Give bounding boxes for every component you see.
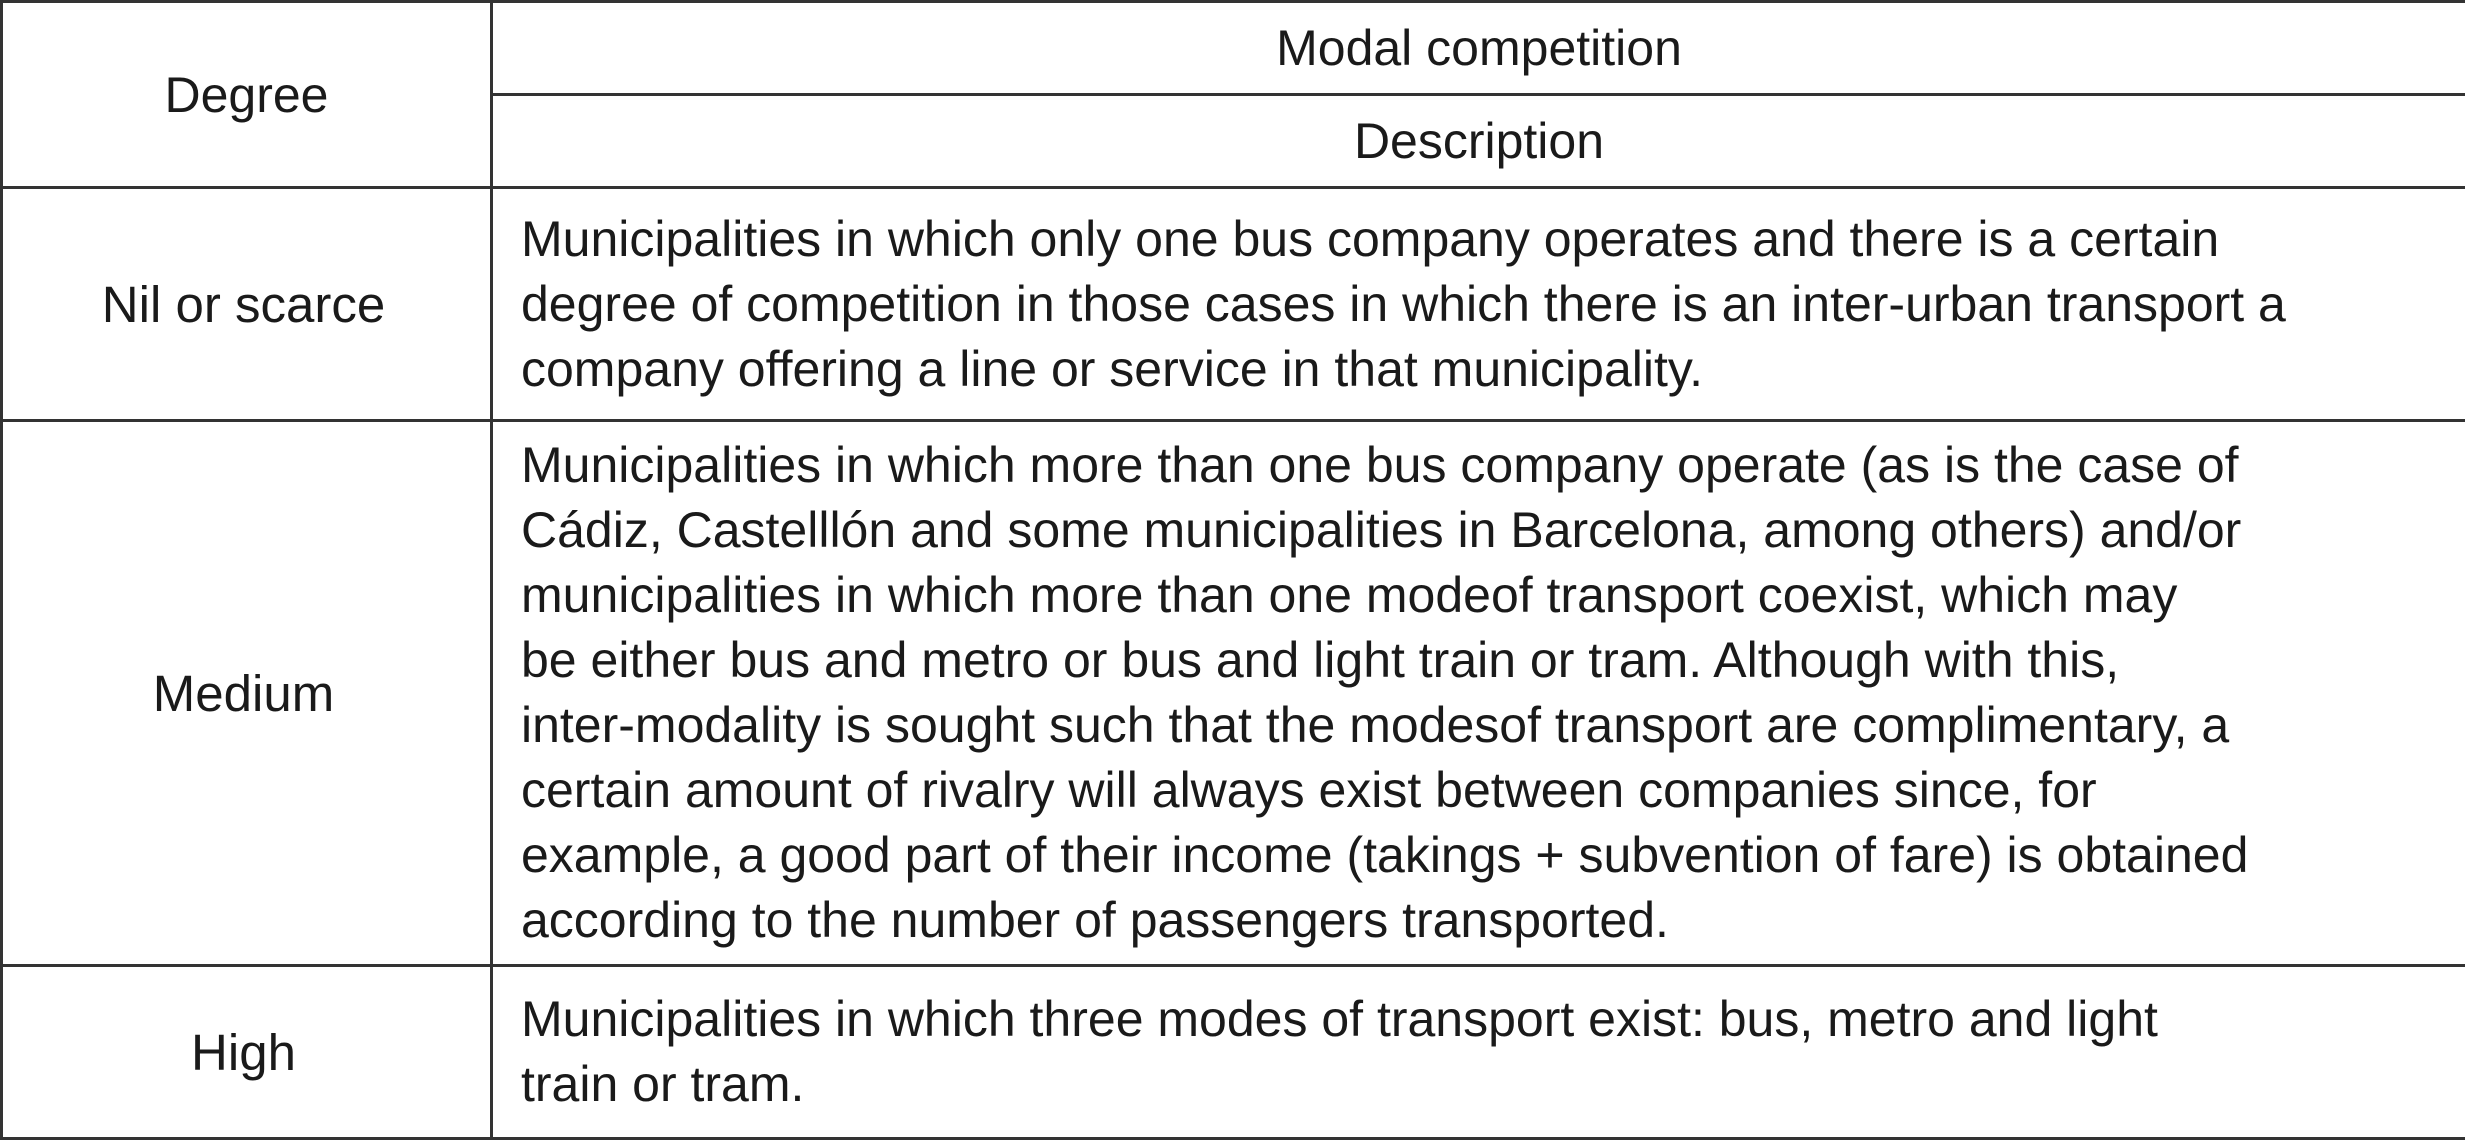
description-line: Cádiz, Castelllón and some municipalities in Barcelona, among others) and/or bbox=[521, 498, 2457, 563]
description-cell bbox=[492, 421, 2465, 966]
description-line: Municipalities in which three modes of transport exist: bus, metro and light bbox=[521, 987, 2457, 1052]
table-row bbox=[2, 421, 2465, 966]
description-line: train or tram. bbox=[521, 1052, 2457, 1117]
table-row bbox=[2, 966, 2465, 1139]
header-row-group bbox=[2, 2, 2465, 95]
degree-cell: Nil or scarce bbox=[2, 188, 492, 421]
description-line: be either bus and metro or bus and light train or tram. Although with this, bbox=[521, 628, 2457, 693]
description-line: example, a good part of their income (takings + subvention of fare) is obtained bbox=[521, 823, 2457, 888]
degree-cell: Medium bbox=[2, 421, 492, 966]
description-line: municipalities in which more than one modeof transport coexist, which may bbox=[521, 563, 2457, 628]
description-line: according to the number of passengers transported. bbox=[521, 888, 2457, 953]
degree-cell: High bbox=[2, 966, 492, 1139]
description-line: certain amount of rivalry will always exist between companies since, for bbox=[521, 758, 2457, 823]
degree-column-header: Degree bbox=[2, 2, 492, 188]
description-cell bbox=[492, 966, 2465, 1139]
description-cell bbox=[492, 188, 2465, 421]
description-line: company offering a line or service in that municipality. bbox=[521, 337, 2457, 402]
description-line: Municipalities in which more than one bus company operate (as is the case of bbox=[521, 433, 2457, 498]
description-line: inter-modality is sought such that the modesof transport are complimentary, a bbox=[521, 693, 2457, 758]
description-column-header: Description bbox=[492, 95, 2465, 188]
description-line: degree of competition in those cases in which there is an inter-urban transport a bbox=[521, 272, 2457, 337]
modal-competition-group-header: Modal competition bbox=[492, 2, 2465, 95]
table-row bbox=[2, 188, 2465, 421]
description-line: Municipalities in which only one bus company operates and there is a certain bbox=[521, 207, 2457, 272]
